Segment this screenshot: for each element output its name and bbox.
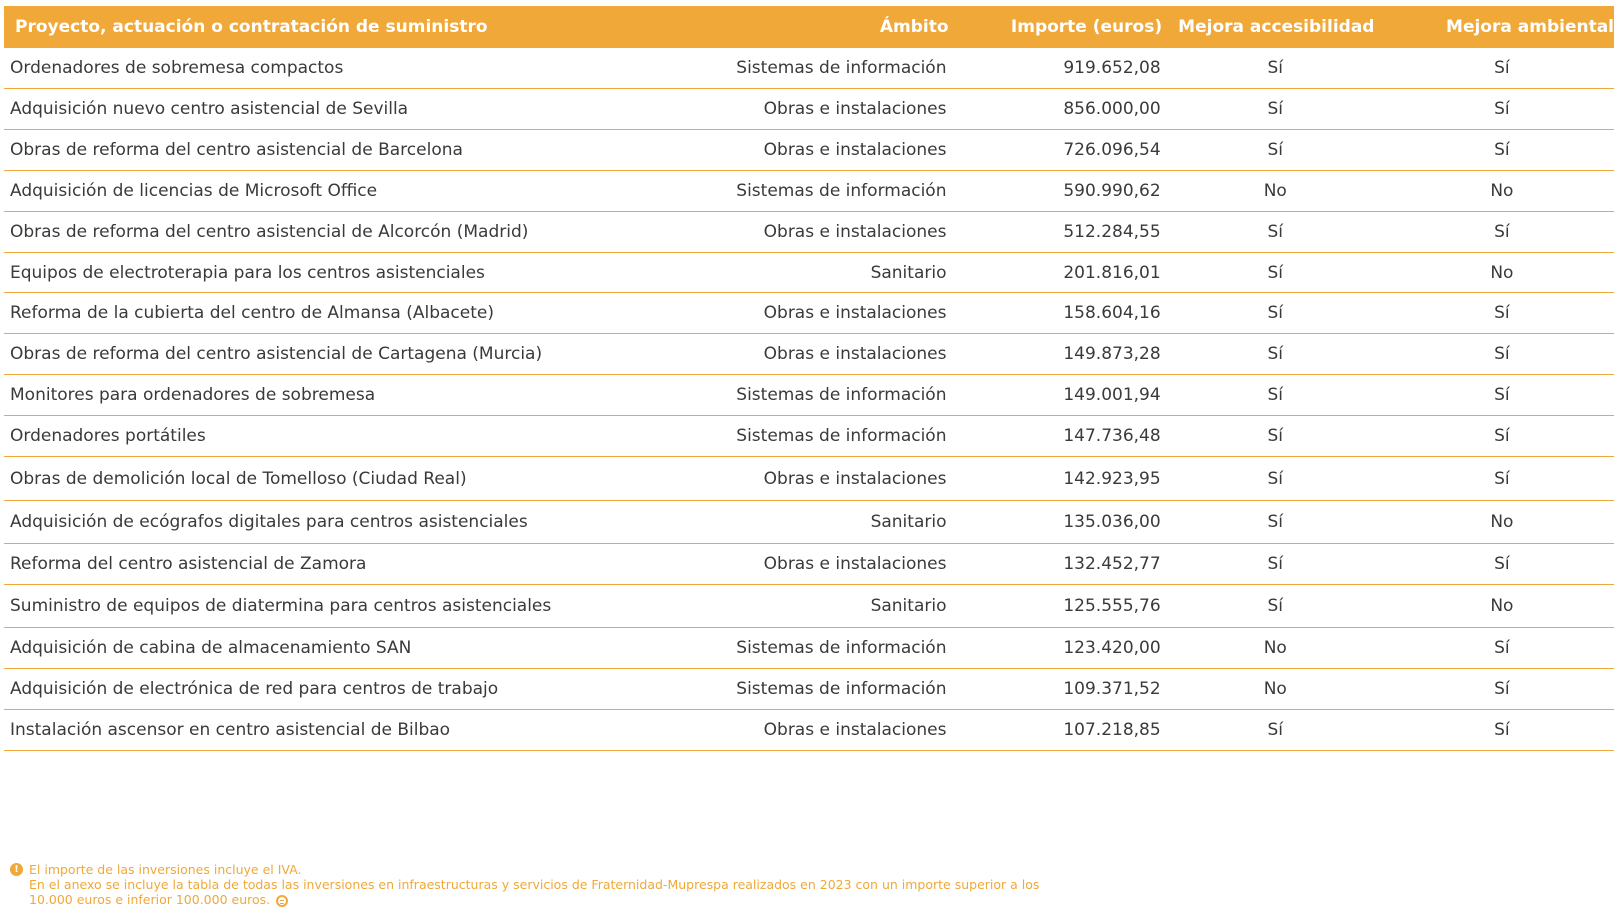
cell-project: Adquisición de cabina de almacenamiento SAN — [10, 638, 412, 658]
cell-scope: Sistemas de información — [736, 385, 947, 405]
cell-accessibility: Sí — [1267, 58, 1284, 78]
cell-amount: 107.218,85 — [1063, 720, 1161, 740]
cell-accessibility: Sí — [1267, 596, 1284, 616]
table-header — [4, 6, 1614, 48]
cell-amount: 123.420,00 — [1063, 638, 1161, 658]
cell-scope: Obras e instalaciones — [763, 222, 947, 242]
cell-scope: Obras e instalaciones — [763, 99, 947, 119]
cell-environment: Sí — [1494, 426, 1510, 446]
cell-scope: Sanitario — [870, 512, 947, 532]
cell-accessibility: Sí — [1267, 468, 1284, 489]
table-row — [4, 628, 1614, 669]
annex-link-icon[interactable] — [276, 895, 288, 907]
cell-scope: Obras e instalaciones — [763, 468, 947, 489]
cell-environment: No — [1490, 262, 1514, 283]
cell-amount: 158.604,16 — [1063, 303, 1161, 323]
table-row — [4, 48, 1614, 89]
table-row — [4, 130, 1614, 171]
table-row — [4, 669, 1614, 710]
table-row — [4, 171, 1614, 212]
cell-project: Equipos de electroterapia para los centros asistenciales — [10, 262, 485, 283]
cell-accessibility: Sí — [1267, 344, 1284, 364]
cell-scope: Sanitario — [870, 262, 947, 283]
cell-project: Obras de reforma del centro asistencial de Cartagena (Murcia) — [10, 344, 543, 364]
cell-scope: Sistemas de información — [736, 426, 947, 446]
table-row — [4, 457, 1614, 501]
cell-project: Instalación ascensor en centro asistencial de Bilbao — [10, 720, 451, 740]
cell-project: Obras de reforma del centro asistencial de Barcelona — [10, 140, 463, 160]
cell-amount: 201.816,01 — [1063, 262, 1161, 283]
cell-environment: Sí — [1494, 638, 1510, 658]
cell-amount: 149.001,94 — [1063, 385, 1161, 405]
cell-accessibility: Sí — [1267, 426, 1284, 446]
cell-project: Adquisición de electrónica de red para centros de trabajo — [10, 679, 499, 699]
cell-amount: 132.452,77 — [1063, 554, 1161, 574]
cell-environment: Sí — [1494, 344, 1510, 364]
cell-project: Ordenadores de sobremesa compactos — [10, 58, 344, 78]
cell-amount: 109.371,52 — [1063, 679, 1161, 699]
table-row — [4, 253, 1614, 293]
cell-environment: Sí — [1494, 554, 1510, 574]
investments-table — [4, 6, 1614, 751]
cell-environment: Sí — [1494, 58, 1510, 78]
cell-environment: Sí — [1494, 679, 1510, 699]
footnote — [10, 862, 1110, 907]
cell-accessibility: Sí — [1267, 140, 1284, 160]
cell-amount: 919.652,08 — [1063, 58, 1161, 78]
table-row — [4, 212, 1614, 253]
info-icon: ! — [10, 863, 23, 876]
cell-amount: 125.555,76 — [1063, 596, 1161, 616]
cell-scope: Obras e instalaciones — [763, 303, 947, 323]
header-accessibility: Mejora accesibilidad — [1178, 17, 1375, 37]
cell-environment: Sí — [1494, 303, 1510, 323]
header-scope: Ámbito — [879, 17, 949, 37]
cell-environment: Sí — [1494, 140, 1510, 160]
cell-project: Adquisición nuevo centro asistencial de Sevilla — [10, 99, 409, 119]
header-amount: Importe (euros) — [1010, 17, 1163, 37]
cell-amount: 726.096,54 — [1063, 140, 1161, 160]
footnote-line-2: En el anexo se incluye la tabla de todas las inversiones en infraestructuras y servicios de Fraternidad-Muprespa realizados en 2023 con un importe superior a los — [29, 877, 1040, 892]
cell-environment: Sí — [1494, 385, 1510, 405]
cell-environment: No — [1490, 596, 1514, 616]
footnote-text-3: 10.000 euros e inferior 100.000 euros. — [29, 892, 271, 907]
cell-project: Monitores para ordenadores de sobremesa — [10, 385, 376, 405]
cell-environment: Sí — [1494, 99, 1510, 119]
cell-environment: No — [1490, 512, 1514, 532]
footnote-line-3 — [10, 892, 1110, 907]
footnote-line-1 — [10, 862, 1110, 877]
table-row — [4, 710, 1614, 751]
cell-scope: Sanitario — [870, 596, 947, 616]
cell-accessibility: Sí — [1267, 303, 1284, 323]
cell-scope: Sistemas de información — [736, 679, 947, 699]
cell-environment: Sí — [1494, 720, 1510, 740]
cell-amount: 149.873,28 — [1063, 344, 1161, 364]
cell-environment: Sí — [1494, 222, 1510, 242]
cell-scope: Sistemas de información — [736, 638, 947, 658]
cell-environment: Sí — [1494, 468, 1510, 489]
cell-accessibility: No — [1263, 181, 1287, 201]
cell-accessibility: Sí — [1267, 222, 1284, 242]
cell-project: Obras de demolición local de Tomelloso (Ciudad Real) — [10, 468, 467, 489]
cell-amount: 135.036,00 — [1063, 512, 1161, 532]
table-row — [4, 501, 1614, 544]
cell-amount: 590.990,62 — [1063, 181, 1161, 201]
footnote-text-1: El importe de las inversiones incluye el IVA. — [29, 862, 302, 877]
cell-amount: 147.736,48 — [1063, 426, 1161, 446]
cell-amount: 512.284,55 — [1063, 222, 1161, 242]
cell-accessibility: Sí — [1267, 385, 1284, 405]
cell-accessibility: Sí — [1267, 99, 1284, 119]
table-row — [4, 89, 1614, 130]
cell-scope: Sistemas de información — [736, 181, 947, 201]
cell-environment: No — [1490, 181, 1514, 201]
table-row — [4, 585, 1614, 628]
table-row — [4, 544, 1614, 585]
header-project: Proyecto, actuación o contratación de suministro — [15, 17, 488, 37]
cell-accessibility: Sí — [1267, 720, 1284, 740]
cell-accessibility: Sí — [1267, 512, 1284, 532]
cell-project: Reforma de la cubierta del centro de Almansa (Albacete) — [10, 303, 494, 323]
cell-project: Ordenadores portátiles — [10, 426, 206, 446]
cell-accessibility: Sí — [1267, 554, 1284, 574]
cell-accessibility: No — [1263, 679, 1287, 699]
cell-accessibility: Sí — [1267, 262, 1284, 283]
table-body — [4, 48, 1614, 751]
cell-project: Adquisición de ecógrafos digitales para centros asistenciales — [10, 512, 528, 532]
cell-scope: Obras e instalaciones — [763, 344, 947, 364]
cell-amount: 142.923,95 — [1063, 468, 1161, 489]
cell-amount: 856.000,00 — [1063, 99, 1161, 119]
cell-project: Obras de reforma del centro asistencial de Alcorcón (Madrid) — [10, 222, 529, 242]
cell-project: Reforma del centro asistencial de Zamora — [10, 554, 367, 574]
cell-scope: Sistemas de información — [736, 58, 947, 78]
table-row — [4, 375, 1614, 416]
table-row — [4, 416, 1614, 457]
header-environment: Mejora ambiental — [1446, 17, 1614, 37]
cell-project: Adquisición de licencias de Microsoft Office — [10, 181, 378, 201]
cell-scope: Obras e instalaciones — [763, 720, 947, 740]
cell-scope: Obras e instalaciones — [763, 140, 947, 160]
cell-scope: Obras e instalaciones — [763, 554, 947, 574]
table-row — [4, 293, 1614, 334]
table-row — [4, 334, 1614, 375]
cell-project: Suministro de equipos de diatermina para centros asistenciales — [10, 596, 552, 616]
cell-accessibility: No — [1263, 638, 1287, 658]
